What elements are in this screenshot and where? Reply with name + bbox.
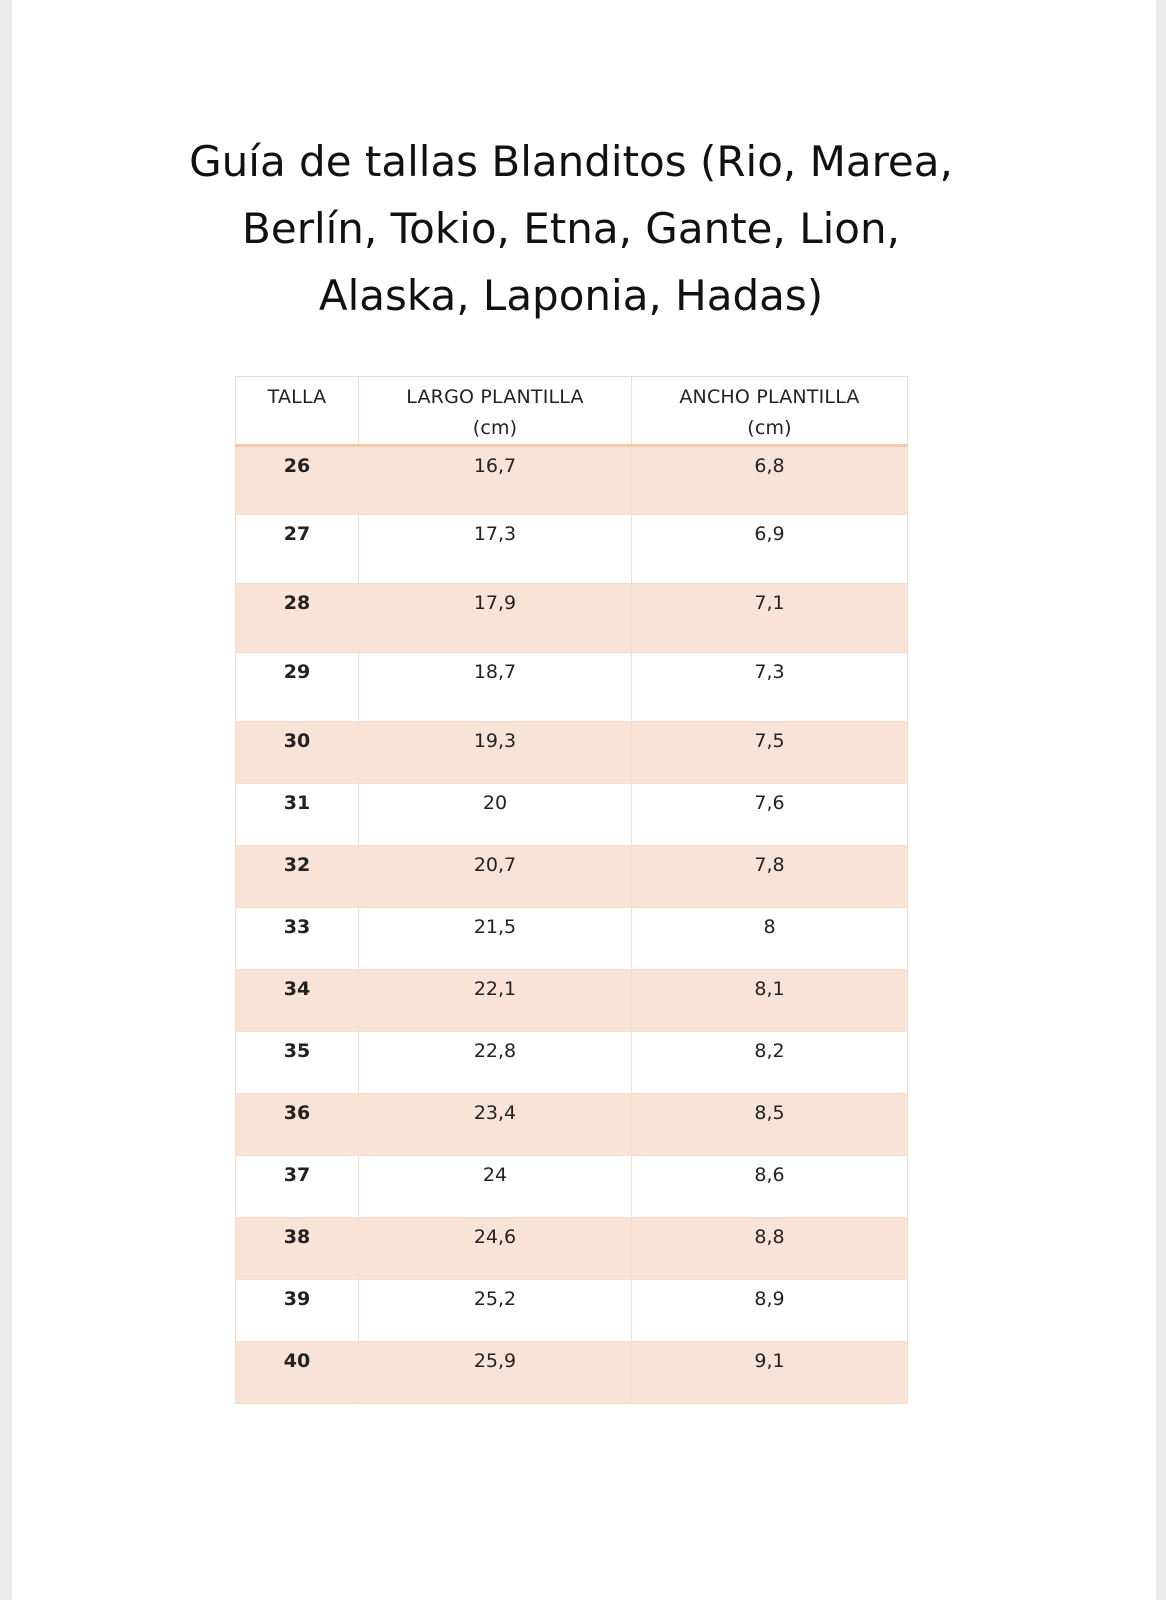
- cell-ancho: 8,5: [632, 1094, 908, 1156]
- cell-talla: 40: [236, 1342, 359, 1404]
- table-header-row: [236, 377, 908, 446]
- table-row: [236, 584, 908, 653]
- table-row: [236, 446, 908, 515]
- table-row: [236, 970, 908, 1032]
- cell-largo: 21,5: [359, 908, 632, 970]
- cell-ancho: 6,9: [632, 515, 908, 584]
- cell-ancho: 7,8: [632, 846, 908, 908]
- cell-talla: 32: [236, 846, 359, 908]
- cell-largo: 18,7: [359, 653, 632, 722]
- table-row: [236, 1156, 908, 1218]
- table-row: [236, 784, 908, 846]
- cell-largo: 16,7: [359, 446, 632, 515]
- cell-ancho: 7,6: [632, 784, 908, 846]
- cell-largo: 19,3: [359, 722, 632, 784]
- table-row: [236, 653, 908, 722]
- cell-ancho: 7,3: [632, 653, 908, 722]
- table-row: [236, 1218, 908, 1280]
- page-title: [0, 128, 1154, 329]
- header-ancho-label: ANCHO PLANTILLA: [679, 386, 860, 408]
- table-row: [236, 515, 908, 584]
- cell-largo: 20: [359, 784, 632, 846]
- cell-largo: 24,6: [359, 1218, 632, 1280]
- cell-ancho: 8,2: [632, 1032, 908, 1094]
- cell-talla: 39: [236, 1280, 359, 1342]
- cell-ancho: 8,8: [632, 1218, 908, 1280]
- table-row: [236, 1280, 908, 1342]
- header-talla-label: TALLA: [267, 386, 327, 408]
- cell-ancho: 8,9: [632, 1280, 908, 1342]
- cell-largo: 25,9: [359, 1342, 632, 1404]
- cell-largo: 17,3: [359, 515, 632, 584]
- table-row: [236, 846, 908, 908]
- title-line-3: Alaska, Laponia, Hadas): [318, 271, 824, 320]
- cell-largo: 24: [359, 1156, 632, 1218]
- cell-largo: 17,9: [359, 584, 632, 653]
- header-talla: [236, 377, 359, 446]
- cell-largo: 20,7: [359, 846, 632, 908]
- cell-largo: 22,1: [359, 970, 632, 1032]
- header-largo-unit: (cm): [472, 417, 518, 439]
- cell-ancho: 7,1: [632, 584, 908, 653]
- table-row: [236, 722, 908, 784]
- cell-ancho: 6,8: [632, 446, 908, 515]
- header-ancho: [632, 377, 908, 446]
- cell-talla: 34: [236, 970, 359, 1032]
- header-ancho-unit: (cm): [747, 417, 792, 439]
- title-line-2: Berlín, Tokio, Etna, Gante, Lion,: [242, 204, 900, 253]
- cell-talla: 26: [236, 446, 359, 515]
- table-row: [236, 908, 908, 970]
- cell-talla: 30: [236, 722, 359, 784]
- cell-ancho: 8: [632, 908, 908, 970]
- cell-largo: 25,2: [359, 1280, 632, 1342]
- cell-largo: 23,4: [359, 1094, 632, 1156]
- cell-talla: 31: [236, 784, 359, 846]
- cell-talla: 28: [236, 584, 359, 653]
- cell-ancho: 9,1: [632, 1342, 908, 1404]
- cell-talla: 29: [236, 653, 359, 722]
- cell-largo: 22,8: [359, 1032, 632, 1094]
- size-guide-table: [235, 376, 908, 1404]
- header-largo-label: LARGO PLANTILLA: [406, 386, 584, 408]
- cell-talla: 27: [236, 515, 359, 584]
- cell-talla: 35: [236, 1032, 359, 1094]
- header-largo: [359, 377, 632, 446]
- cell-talla: 37: [236, 1156, 359, 1218]
- cell-talla: 36: [236, 1094, 359, 1156]
- cell-ancho: 8,1: [632, 970, 908, 1032]
- cell-ancho: 8,6: [632, 1156, 908, 1218]
- table-row: [236, 1094, 908, 1156]
- cell-talla: 38: [236, 1218, 359, 1280]
- title-line-1: Guía de tallas Blanditos (Rio, Marea,: [189, 137, 953, 186]
- cell-ancho: 7,5: [632, 722, 908, 784]
- table-row: [236, 1032, 908, 1094]
- cell-talla: 33: [236, 908, 359, 970]
- table-row: [236, 1342, 908, 1404]
